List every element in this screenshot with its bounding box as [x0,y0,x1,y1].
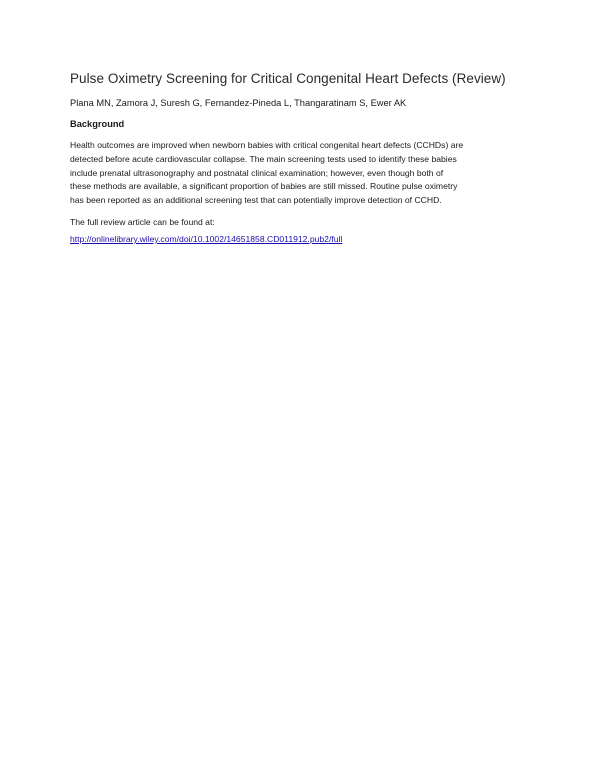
document-title: Pulse Oximetry Screening for Critical Congenital Heart Defects (Review) [70,71,506,86]
background-heading: Background [70,119,125,129]
background-line: include prenatal ultrasonography and postnatal clinical examination; however, even though both of [70,167,444,178]
review-note: The full review article can be found at: [70,216,215,227]
review-article-link[interactable]: http://onlinelibrary.wiley.com/doi/10.1002/14651858.CD011912.pub2/full [70,233,343,244]
background-line: Health outcomes are improved when newborn babies with critical congenital heart defects (CCHDs) are [70,140,464,150]
background-paragraph [70,139,530,208]
background-line: these methods are available, a significant proportion of babies are still missed. Routine pulse oximetry [70,181,458,192]
background-line: has been reported as an additional screening test that can potentially improve detection of CCHD. [70,195,442,206]
author-list: Plana MN, Zamora J, Suresh G, Fernandez-Pineda L, Thangaratinam S, Ewer AK [70,98,407,108]
document-content [70,70,530,247]
background-line: detected before acute cardiovascular collapse. The main screening tests used to identify these babies [70,153,457,164]
